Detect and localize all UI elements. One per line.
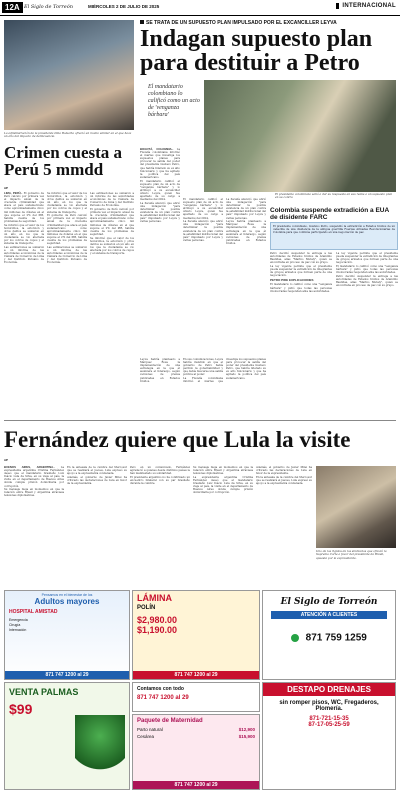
lula-dateline: BUENOS AIRES, ARGENTINA.-: [4, 465, 55, 469]
ad-lamina[interactable]: LÁMINA POLÍN $2,980.00 $1,190.00 871 747 1200 al 29: [132, 590, 260, 680]
ad-item-internacion: Internación: [9, 628, 27, 632]
petro-column-2: El mandatario calificó el supuesto plan de un acto de "venganza bárbara" y lo atribuyó a su excanciller Álvaro Leyva, quien fue apartado de su cargo a mediados del 2024. La fiscalía anunció que abrió una indagación "para determinar la posible existencia de un plan contra la estabilidad institucional del país" impulsado por Leyva y varias personas.: [183, 198, 223, 242]
ad-siglo-atencion[interactable]: El Siglo de Torreón ATENCIÓN A CLIENTES 871 759 1259: [262, 590, 396, 680]
ad-maternidad[interactable]: Paquete de Maternidad Parto natural $12,900 Cesárea $15,900 871 747 1200 al 29: [132, 714, 260, 790]
peru-photo-caption: La administración de la presidenta Dina Boluarte ofreció un monto similar en el que hace un año del impacto de delincuencia.: [4, 131, 132, 139]
peru-column-3: Las estimaciones se sumaron a un informe de las autoridades económicas de la Cámara de Comercio de Lima y del Instituto Peruano de Economía. El gobierno de Perú calculó por primera vez el impacto anual de la creciente criminalidad que ataca el país sudamericano como aproximadamente cinco mil millones de dólares en el que supone el 2% del PIB, habida cuenta de los problemas de seguridad. Se informó que el valor de los homicidios, la extorsión y otros delitos se sumaron en un año en los que la ciudadanía se vio afectada por los cobros de cupos y el sistema de transporte.: [90, 192, 134, 255]
section-name: INTERNACIONAL: [336, 3, 396, 9]
lula-photo: [316, 466, 396, 548]
ad-item-cirugia: Cirugía: [9, 623, 21, 627]
section-divider: [4, 420, 396, 421]
palm-image: [75, 715, 125, 785]
lula-column-5: Además, el gobierno de Javier Milei ha criticado las declaraciones de Lula en favor de la expresidenta. En la antesala de la cumbre del Mercosur que se realizará el jueves, Lula expresó su apoyo a la expresidenta condenada.: [256, 466, 312, 486]
farc-column-2: La ley vigente permite que el presidente pueda suspender la extradición de integrantes de grupos armados que formen parte de una negociación. El mandatario lo calificó como una "venganza bárbara" y pidió que todas las personas involucradas respondan ante las autoridades. Petro decidió suspender la entrega a las autoridades de Estados Unidos de Araminto Bastidas, alias "Marino Mutaly", quien se encontraba en proceso de paz con su grupo.: [336, 252, 398, 288]
peru-column-2: Se informó que el valor de los homicidios, la extorsión y otros delitos se sumaron en un año en los que la ciudadanía se vio afectada por los cobros de cupos y el sistema de transporte. El gobierno de Perú calculó por primera vez el impacto anual de la creciente criminalidad que ataca el país sudamericano como aproximadamente cinco mil millones de dólares en el que supone el 2% del PIB, habida cuenta de los problemas de seguridad. Las estimaciones se sumaron a un informe de las autoridades económicas de la Cámara de Comercio de Lima y del Instituto Peruano de Economía.: [47, 192, 87, 265]
peru-headline: Crimen cuesta a Perú 5 mmdd: [4, 143, 123, 179]
ad-venta-palmas[interactable]: VENTA PALMAS $99: [4, 682, 130, 790]
farc-column-1: Petro decidió suspender la entrega a las autoridades de Estados Unidos de Araminto Bastidas, alias "Marino Mutaly", quien se encontraba en proceso de paz con su grupo. La ley vigente permite que el presidente pueda suspender la extradición de integrantes de grupos armados que formen parte de una negociación. PETRO PIDE EXPLICACIONES El mandatario lo calificó como una "venganza bárbara" y pidió que todas las personas involucradas respondan ante las autoridades.: [270, 252, 332, 293]
peru-byline: AP: [4, 186, 8, 190]
ad-item-emergencia: Emergencia: [9, 618, 28, 622]
farc-summary-box: [270, 222, 398, 250]
petro-column-1: BOGOTÁ, COLOMBIA.- La Fiscalía colombiana informó el martes que investiga los supuestos planes para provocar la salida del poder del presidente Gustavo Petro, que habría liderado su ex alto funcionario y que ha agitado la política del país sudamericano. El mandatario calificó el supuesto plan de un acto de "venganza bárbara" y lo atribuyó a su excanciller Álvaro Leyva, quien fue apartado de su cargo a mediados del 2024. La fiscalía anunció que abrió una indagación "para determinar la posible existencia de un plan contra la estabilidad institucional del país" impulsado por Leyva y varias personas.: [140, 147, 180, 224]
petro-headline: Indagan supuesto plan para destituir a Petro: [140, 26, 373, 76]
page-header: [0, 0, 400, 16]
page-number: 12A: [2, 2, 23, 13]
kicker-bullet-icon: [140, 20, 144, 24]
petro-column-4: Leyva habría planteado a Marquez Rosa la implementación de una estrategia en la que él asumiera el liderazgo, según versiones de prensa publicadas en Estados Unidos. En sus comunicaciones, Leyva habría insistido en que el gobierno de Petro había perdido la gobernabilidad y que debía buscarse una salida política al poder. La Fiscalía colombiana informó el martes que investiga los supuestos planes para provocar la salida del poder del presidente Gustavo Petro, que habría liderado su ex alto funcionario y que ha agitado la política del país sudamericano.: [140, 358, 266, 384]
peru-dateline: LIMA, PERÚ.-: [4, 191, 23, 195]
farc-summary-text: El presidente colombiano, Gustavo Petro, suspendió la extradición a Estados Unidos de un cabecilla de una disidencia de la antigua guerrilla Fuerzas Armadas Revolucionarias de Colombia para que continúe participando en una negociación de paz.: [273, 225, 395, 235]
farc-subhead: PETRO PIDE EXPLICACIONES: [270, 278, 314, 283]
petro-photo: [204, 80, 396, 192]
petro-blurb: El mandatario colombiano lo calificó como un acto de 'venganza bárbara': [148, 84, 200, 118]
lula-headline: Fernández quiere que Lula la visite: [4, 427, 351, 452]
phone-icon: [291, 634, 299, 642]
petro-kicker: SE TRATA DE UN SUPUESTO PLAN IMPULSADO POR EL EXCANCILLER LEYVA: [140, 20, 396, 26]
ad-adultos-mayores[interactable]: Pensamos en el bienestar de los Adultos mayores HOSPITAL AMISTAD Emergencia Cirugía Internación 871 747 1200 al 29: [4, 590, 130, 680]
lula-byline: AP: [4, 458, 8, 462]
lula-photo-caption: Uno de los rigidos de los sindicatos que ofreció la Suprema Corte a favor del presidente de Brasil, apuesta por la expresidenta.: [316, 549, 387, 560]
petro-column-3: La fiscalía anunció que abrió una indagación "para determinar la posible existencia de un plan contra la estabilidad institucional del país" impulsado por Leyva y varias personas. Leyva habría planteado a Marquez Rosa la implementación de una estrategia en la que él asumiera el liderazgo, según versiones de prensa publicadas en Estados Unidos.: [226, 198, 266, 245]
ad-contamos[interactable]: Contamos con todo 871 747 1200 al 29: [132, 682, 260, 712]
farc-headline: Colombia suspende extradición a EUA de disidente FARC: [270, 207, 389, 221]
lula-column-2: En la antesala de la cumbre del Mercosur que se realizará el jueves, Lula expresó su apoyo a la expresidenta condenada. Además, el gobierno de Javier Milei ha criticado las declaraciones de Lula en favor de la expresidenta.: [67, 466, 127, 486]
paper-name: El Siglo de Torreón: [24, 4, 73, 10]
peru-column-1: LIMA, PERÚ.- El gobierno de Perú calculó por primera vez el impacto anual de la creciente criminalidad que ataca el país sudamericano como aproximadamente cinco mil millones de dólares en el que supone el 2% del PIB, habida cuenta de los problemas de seguridad. Se informó que el valor de los homicidios, la extorsión y otros delitos se sumaron en un año en los que la ciudadanía se vio afectada por los cobros de cupos y el sistema de transporte. Las estimaciones se sumaron a un informe de las autoridades económicas de la Cámara de Comercio de Lima y del Instituto Peruano de Economía.: [4, 191, 44, 265]
petro-photo-caption: El presidente colombiano salió a dar su respuesta en sus redes a un supuesto plan en su contra: [275, 192, 393, 200]
ad-destapo-drenajes[interactable]: DESTAPO DRENAJES sin romper pisos, WC, Fregaderos, Plomería. 871-721-15-35 87-17-05-25-59: [262, 682, 396, 790]
peru-photo: [4, 20, 134, 130]
ad-phone: 871 747 1200 al 29: [5, 671, 129, 679]
issue-date: MIÉRCOLES 2 DE JULIO DE 2025: [88, 4, 160, 9]
lula-column-4: Su mensaje llega en momentos en que la relación entre Brasil y Argentina atraviesa tensiones diplomáticas. La expresidenta argentina Cristina Fernández deseó que el mandatario brasileño Luiz Inácio Lula da Silva, en su viaje al país, la visite en el departamento de Buenos Aires donde cumple prisión domiciliaria por corrupción.: [193, 466, 253, 495]
lula-column-1: BUENOS AIRES, ARGENTINA.- La expresidenta argentina Cristina Fernández deseó que el mandatario brasileño Luiz Inácio Lula da Silva, en su viaje al país, la visite en el departamento de Buenos Aires donde cumple prisión domiciliaria por corrupción. Su mensaje llega en momentos en que la relación entre Brasil y Argentina atraviesa tensiones diplomáticas.: [4, 465, 64, 498]
lula-column-3: Pero en un comunicado, Fernández agradeció a quienes desde distintos países le han manifestado su solidaridad. El presidente argentino no ha confirmado un encuentro bilateral con su par brasileño durante la cumbre.: [130, 466, 190, 486]
